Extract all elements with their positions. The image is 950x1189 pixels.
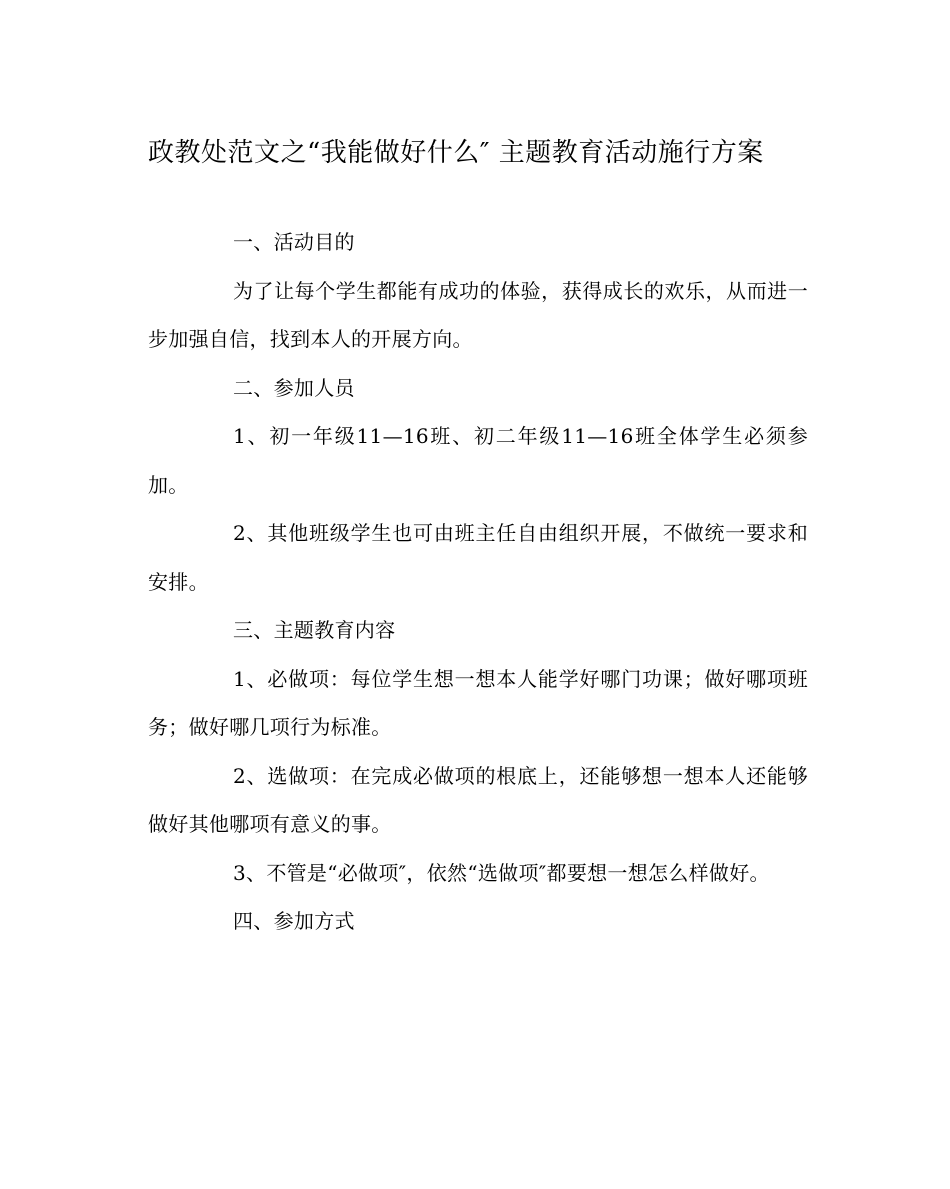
- document-body: [148, 218, 808, 946]
- section-heading-activity-goal: 一、活动目的: [233, 230, 355, 254]
- section-heading-content: 三、主题教育内容: [233, 618, 396, 642]
- paragraph-participants-1: 1、初一年级11—16班、初二年级11—16班全体学生必须参加。: [148, 424, 808, 497]
- document-title: 政教处范文之“我能做好什么″ 主题教育活动施行方案: [148, 138, 764, 168]
- paragraph-participants-2: 2、其他班级学生也可由班主任自由组织开展，不做统一要求和安排。: [148, 521, 808, 594]
- paragraph-content-3: 3、不管是“必做项″，依然“选做项″都要想一想怎么样做好。: [233, 860, 770, 885]
- paragraph-content-1: 1、必做项：每位学生想一想本人能学好哪门功课；做好哪项班务；做好哪几项行为标准。: [148, 666, 808, 739]
- section-heading-participants: 二、参加人员: [233, 375, 355, 400]
- section-heading-method: 四、参加方式: [233, 909, 355, 933]
- paragraph-activity-goal: 为了让每个学生都能有成功的体验，获得成长的欢乐，从而进一步加强自信，找到本人的开展方向。: [148, 278, 808, 351]
- paragraph-content-2: 2、选做项：在完成必做项的根底上，还能够想一想本人还能够做好其他哪项有意义的事。: [148, 763, 808, 836]
